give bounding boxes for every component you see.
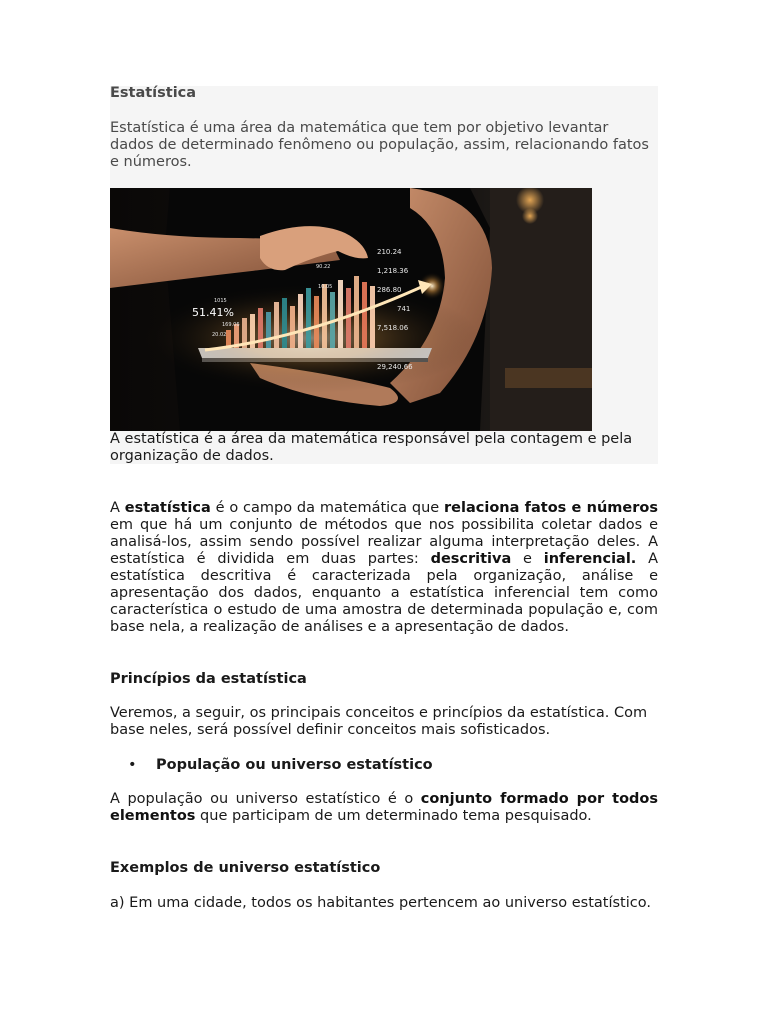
big-percent-label: 51.41%: [192, 306, 234, 319]
value-label: 1015: [214, 298, 227, 304]
value-label: 169.06: [222, 322, 240, 328]
value-label: 29,240.66: [377, 363, 413, 371]
term-relaciona: relaciona fatos e números: [444, 500, 658, 516]
principios-paragraph: Veremos, a seguir, os principais conceitos e princípios da estatística. Com base neles, será possível definir conceitos mais sofisticados.: [110, 705, 648, 738]
term-descritiva: descritiva: [430, 551, 512, 567]
example-item-a: a) Em uma cidade, todos os habitantes pertencem ao universo estatístico.: [110, 895, 651, 911]
term-inferencial: inferencial.: [543, 551, 637, 567]
term-estatistica: estatística: [124, 500, 211, 516]
value-label: 90.22: [316, 264, 331, 270]
populacao-paragraph: A população ou universo estatístico é o conjunto formado por todos elementos que participam de um determinado tema pesquisado.: [110, 791, 659, 824]
value-label: 10.05: [318, 284, 333, 290]
value-label: 286.80: [377, 286, 402, 294]
bullet-label: População ou universo estatístico: [156, 757, 433, 773]
value-label: 741: [397, 305, 411, 313]
term-conjunto: conjunto formado por todos elementos: [110, 791, 659, 824]
bullet-marker: •: [128, 757, 137, 773]
value-label: 210.24: [377, 248, 402, 256]
section-heading-principios: Princípios da estatística: [110, 671, 307, 687]
value-label: 1,218.36: [377, 267, 409, 275]
bullet-item: [128, 757, 433, 773]
image-caption: A estatística é a área da matemática responsável pela contagem e pela organização de dados.: [110, 431, 633, 464]
block-intro: Estatística é uma área da matemática que tem por objetivo levantar dados de determinado fenômeno ou população, assim, relacionando fatos e números.: [110, 120, 649, 170]
tablet-chart-illustration: [110, 188, 592, 431]
value-label: 20.02: [212, 332, 227, 338]
block-title: Estatística: [110, 85, 197, 101]
intro-paragraph: A estatística é o campo da matemática que relaciona fatos e números em que há um conjunto de métodos que nos possibilita coletar dados e analisá-los, assim sendo possível realizar alguma interpretação deles. A estatística é dividida em duas partes: descritiva e inferencial. A estatística descritiva é caracterizada pela organização, análise e apresentação dos dados, enquanto a estatística inferencial tem como característica o estudo de uma amostra de determinada população e, com base nela, a realização de análises e a apresentação de dados.: [110, 500, 659, 635]
hero-image: [110, 188, 592, 431]
section-heading-exemplos: Exemplos de universo estatístico: [110, 860, 381, 876]
value-label: 7,518.06: [377, 324, 409, 332]
